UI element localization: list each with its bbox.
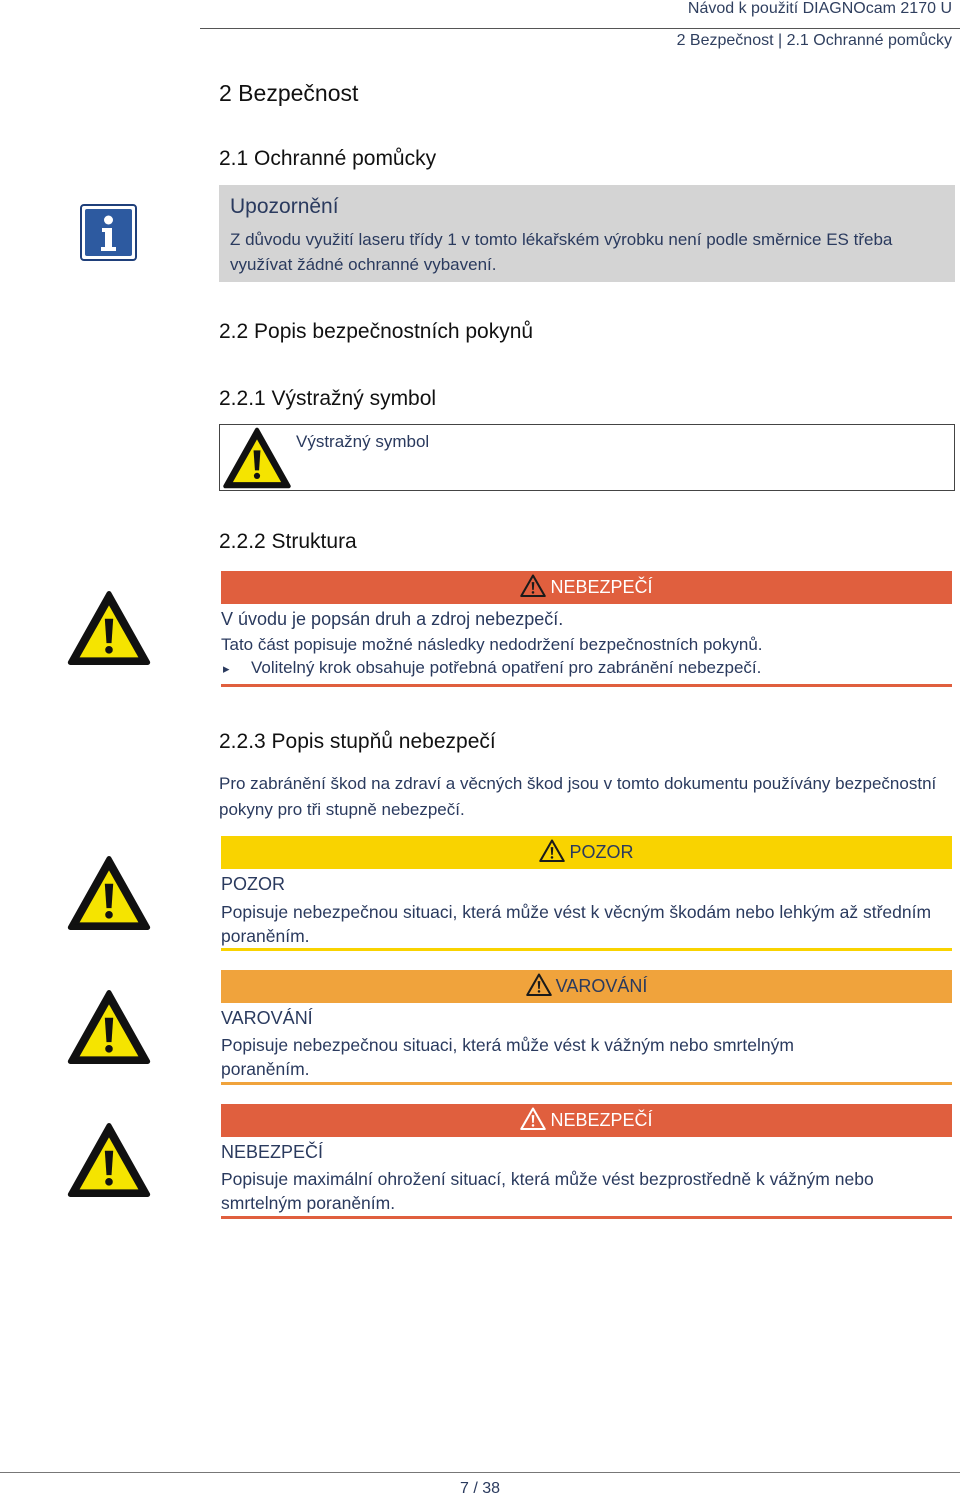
subsection-heading-2-2-3: 2.2.3 Popis stupňů nebezpečí	[219, 730, 496, 753]
header-divider	[200, 28, 960, 29]
notice-text: Z důvodu využití laseru třídy 1 v tomto lékařském výrobku není podle směrnice ES třeba využívat žádné ochranné vybavení.	[230, 230, 893, 274]
caution-rule	[221, 948, 952, 951]
warning-small-icon	[539, 839, 565, 862]
page-number: 7 / 38	[459, 1480, 501, 1497]
notice-box	[219, 185, 955, 282]
document-title: Návod k použití DIAGNOcam 2170 U	[687, 0, 952, 17]
danger-level-text: Popisuje maximální ohrožení situací, která může vést bezprostředně k vážným nebo smrtelným poraněním.	[221, 1169, 874, 1213]
danger-level-title: NEBEZPEČÍ	[221, 1142, 324, 1162]
danger-rule	[221, 684, 952, 687]
caution-bar-label: POZOR	[569, 842, 634, 862]
breadcrumb: 2 Bezpečnost | 2.1 Ochranné pomůcky	[676, 32, 952, 49]
notice-title: Upozornění	[230, 195, 339, 218]
warning-triangle-icon	[67, 989, 151, 1065]
footer-divider	[0, 1472, 960, 1473]
subsection-heading-2-2: 2.2 Popis bezpečnostních pokynů	[219, 320, 534, 343]
subsection-heading-2-2-1: 2.2.1 Výstražný symbol	[219, 387, 437, 410]
structure-line-intro: V úvodu je popsán druh a zdroj nebezpečí.	[221, 609, 564, 629]
section-heading: 2 Bezpečnost	[219, 80, 359, 106]
subsection-heading-2-1: 2.1 Ochranné pomůcky	[219, 147, 437, 170]
danger-bar	[221, 571, 952, 604]
danger-level-rule	[221, 1216, 952, 1219]
caution-text: Popisuje nebezpečnou situaci, která může vést k věcným škodám nebo lehkým až středním poraněním.	[221, 902, 932, 946]
warning-triangle-icon	[222, 427, 292, 489]
caution-bar	[221, 836, 952, 869]
levels-paragraph: Pro zabránění škod na zdraví a věcných škod jsou v tomto dokumentu používány bezpečnostní pokyny pro tři stupně nebezpečí.	[219, 774, 937, 819]
warning-rule	[221, 1082, 952, 1085]
warning-small-icon	[520, 574, 546, 597]
danger-level-bar-label: NEBEZPEČÍ	[550, 1110, 653, 1130]
warning-small-icon	[520, 1107, 546, 1130]
warning-symbol-box	[219, 424, 955, 491]
warning-symbol-label: Výstražný symbol	[296, 432, 430, 451]
warning-triangle-icon	[67, 1122, 151, 1198]
caution-title: POZOR	[221, 874, 286, 894]
bullet-arrow-icon: ▸	[223, 661, 230, 676]
danger-bar-label: NEBEZPEČÍ	[550, 577, 653, 597]
structure-line-step: ▸ Volitelný krok obsahuje potřebná opatření pro zabránění nebezpečí.	[223, 658, 762, 677]
info-icon	[80, 204, 137, 261]
warning-title: VAROVÁNÍ	[221, 1008, 313, 1028]
subsection-heading-2-2-2: 2.2.2 Struktura	[219, 530, 357, 553]
structure-line-consequences: Tato část popisuje možné následky nedodržení bezpečnostních pokynů.	[221, 635, 763, 654]
warning-bar-label: VAROVÁNÍ	[555, 976, 648, 996]
warning-triangle-icon	[67, 590, 151, 666]
warning-text: Popisuje nebezpečnou situaci, která může vést k vážným nebo smrtelným poraněním.	[221, 1035, 794, 1079]
warning-small-icon	[526, 973, 552, 996]
warning-bar	[221, 970, 952, 1003]
danger-level-bar	[221, 1104, 952, 1137]
warning-triangle-icon	[67, 855, 151, 931]
